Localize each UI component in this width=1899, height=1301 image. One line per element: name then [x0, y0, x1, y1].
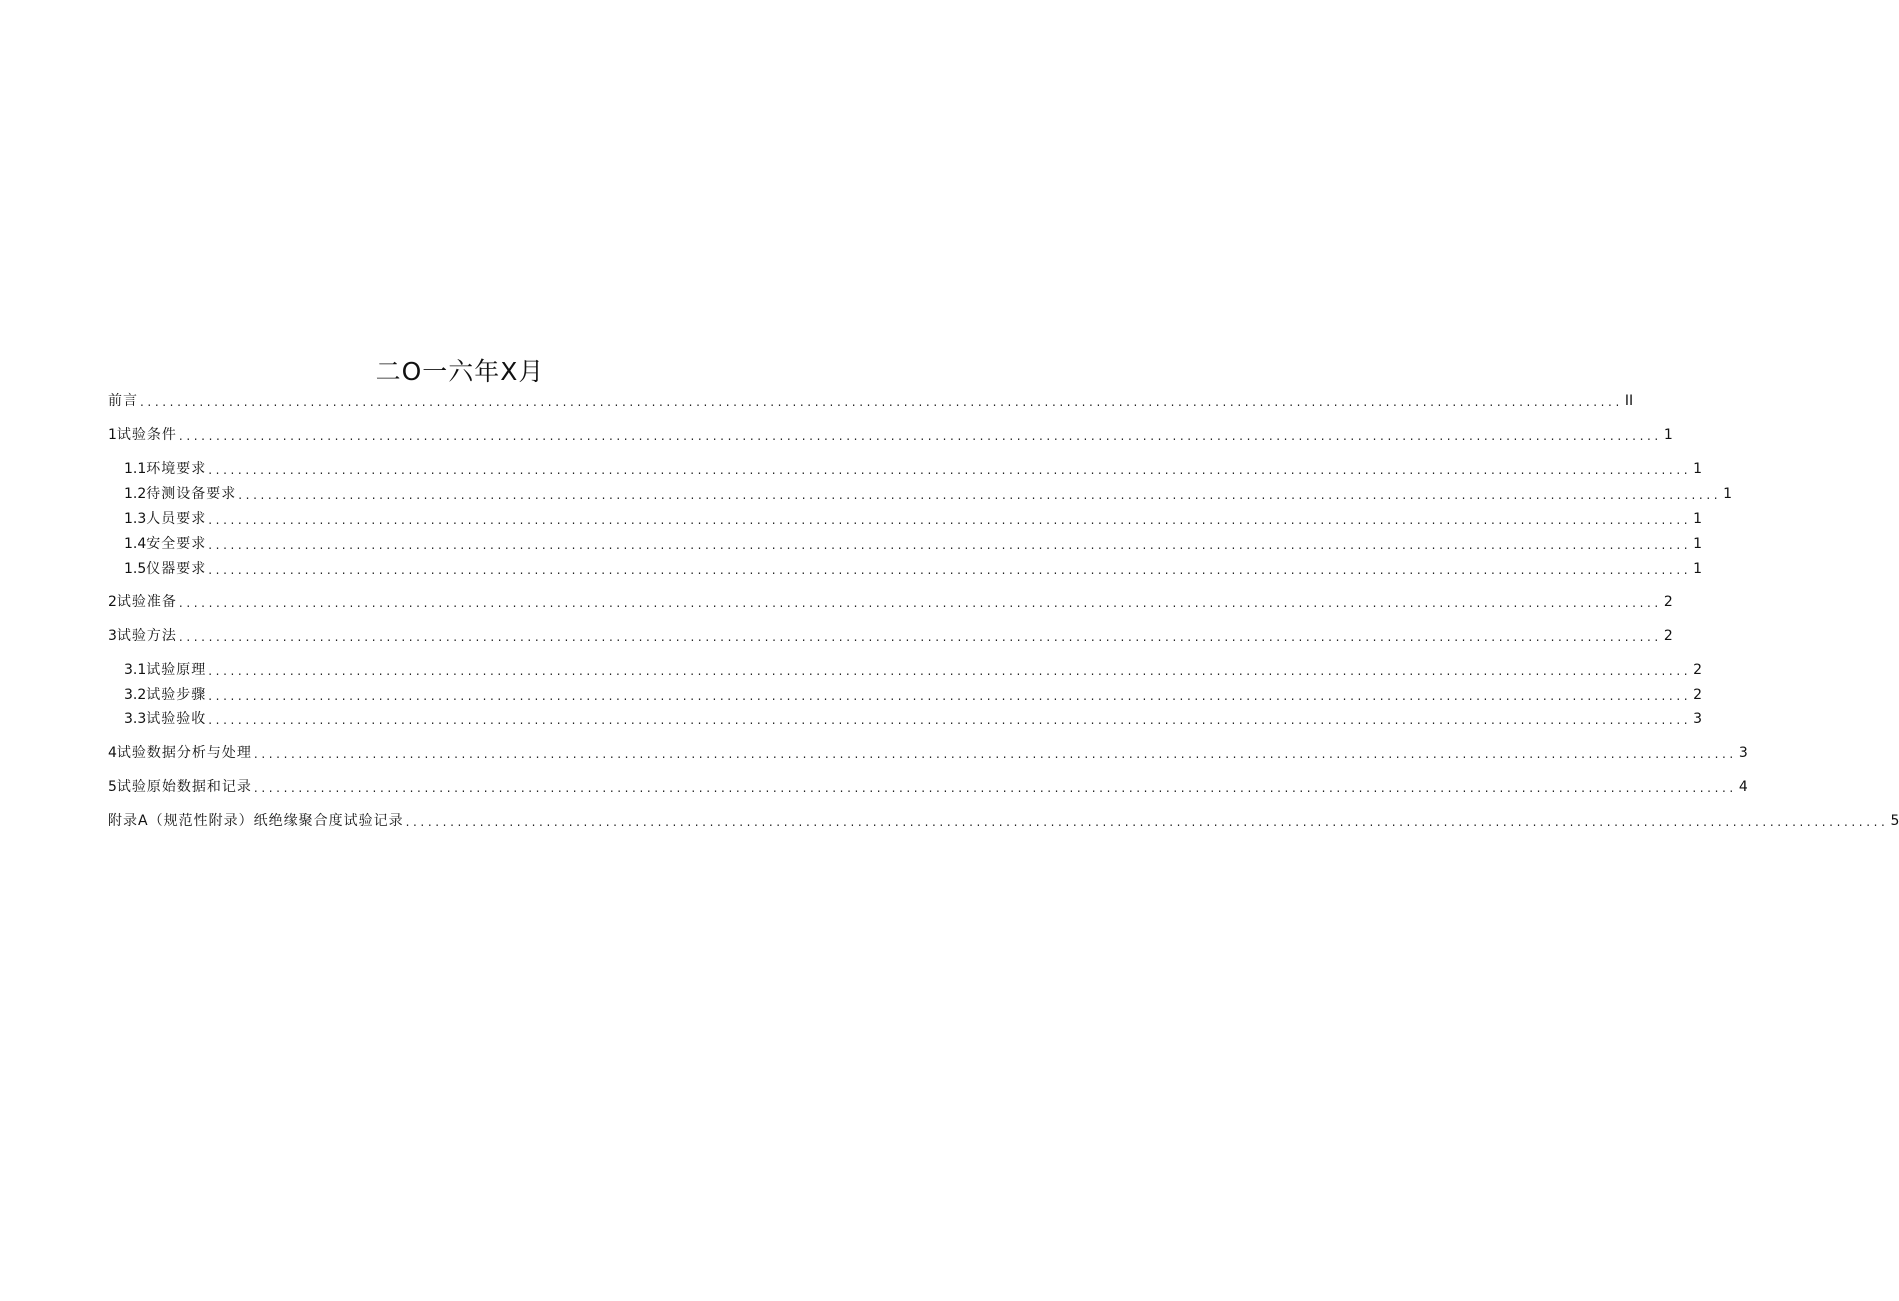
toc-entry-page-number: II	[1624, 393, 1634, 409]
toc-entry-page-number: 1	[1693, 461, 1703, 477]
toc-dot-leader: ........................................................................................................................................................................................................	[208, 713, 1692, 727]
toc-dot-leader: ........................................................................................................................................................................................................	[253, 747, 1737, 761]
toc-entry-number: 3.2	[124, 687, 147, 703]
toc-entry-page-number: 2	[1693, 687, 1703, 703]
toc-entry-page-number: 2	[1663, 594, 1673, 610]
toc-entry[interactable]	[124, 508, 1703, 528]
toc-dot-leader: ........................................................................................................................................................................................................	[208, 463, 1692, 477]
toc-entry-label: 试验条件	[116, 427, 177, 443]
toc-dot-leader: ........................................................................................................................................................................................................	[208, 689, 1692, 703]
toc-entry-page-number: 2	[1663, 628, 1673, 644]
toc-dot-leader: ........................................................................................................................................................................................................	[208, 664, 1692, 678]
toc-entry-page-number: 1	[1693, 511, 1703, 527]
toc-entry[interactable]	[108, 424, 1673, 444]
toc-entry-number: 1.1	[124, 461, 147, 477]
toc-entry-label: 试验步骤	[146, 687, 207, 703]
toc-entry[interactable]	[124, 708, 1703, 728]
toc-entry-page-number: 1	[1723, 486, 1733, 502]
toc-entry-page-number: 3	[1738, 745, 1748, 761]
toc-entry[interactable]	[124, 558, 1703, 578]
toc-entry-page-number: 1	[1693, 536, 1703, 552]
toc-dot-leader: ........................................................................................................................................................................................................	[253, 781, 1737, 795]
toc-entry-label: 试验原理	[146, 662, 207, 678]
toc-dot-leader: ........................................................................................................................................................................................................	[178, 596, 1662, 610]
toc-dot-leader: ........................................................................................................................................................................................................	[208, 513, 1692, 527]
toc-dot-leader: ........................................................................................................................................................................................................	[208, 538, 1692, 552]
toc-entry-number: 3.3	[124, 711, 147, 727]
toc-entry[interactable]	[108, 810, 1899, 830]
toc-entry-label: 前言	[108, 393, 138, 409]
toc-dot-leader: ........................................................................................................................................................................................................	[178, 630, 1662, 644]
toc-entry-label: 安全要求	[146, 536, 207, 552]
toc-entry-number: 1.4	[124, 536, 147, 552]
toc-entry-number: 2	[108, 594, 117, 610]
document-date-title: 二O一六年X月	[375, 357, 545, 386]
toc-entry-label: 试验验收	[146, 711, 207, 727]
toc-dot-leader: ........................................................................................................................................................................................................	[405, 815, 1889, 829]
toc-entry-page-number: 3	[1693, 711, 1703, 727]
toc-entry-page-number: 2	[1693, 662, 1703, 678]
toc-entry-label: 待测设备要求	[146, 486, 237, 502]
toc-entry[interactable]	[124, 533, 1703, 553]
toc-entry-number: 3.1	[124, 662, 147, 678]
toc-entry-label: 试验方法	[116, 628, 177, 644]
toc-entry[interactable]	[108, 591, 1673, 611]
toc-entry[interactable]	[124, 458, 1703, 478]
toc-entry[interactable]	[124, 483, 1733, 503]
toc-entry-label: 人员要求	[146, 511, 207, 527]
toc-entry-number: 5	[108, 779, 117, 795]
toc-entry-number: 4	[108, 745, 117, 761]
toc-entry-label: 附录A（规范性附录）纸绝缘聚合度试验记录	[108, 813, 404, 829]
toc-dot-leader: ........................................................................................................................................................................................................	[178, 429, 1662, 443]
toc-entry-number: 1	[108, 427, 117, 443]
toc-entry[interactable]	[108, 625, 1673, 645]
toc-entry-label: 仪器要求	[146, 561, 207, 577]
toc-entry-page-number: 1	[1663, 427, 1673, 443]
toc-entry-page-number: 4	[1738, 779, 1748, 795]
toc-entry-number: 1.2	[124, 486, 147, 502]
toc-entry[interactable]	[124, 684, 1703, 704]
toc-entry-page-number: 1	[1693, 561, 1703, 577]
toc-entry-label: 试验数据分析与处理	[116, 745, 252, 761]
toc-entry-number: 3	[108, 628, 117, 644]
toc-dot-leader: ........................................................................................................................................................................................................	[208, 563, 1692, 577]
toc-entry[interactable]	[108, 776, 1748, 796]
toc-entry-label: 环境要求	[146, 461, 207, 477]
toc-entry[interactable]	[108, 742, 1748, 762]
toc-dot-leader: ........................................................................................................................................................................................................	[140, 395, 1623, 409]
toc-entry-label: 试验准备	[116, 594, 177, 610]
toc-entry[interactable]	[124, 659, 1703, 679]
toc-entry[interactable]	[108, 390, 1634, 410]
toc-entry-page-number: 5	[1890, 813, 1899, 829]
toc-dot-leader: ........................................................................................................................................................................................................	[238, 488, 1722, 502]
toc-entry-number: 1.3	[124, 511, 147, 527]
toc-entry-number: 1.5	[124, 561, 147, 577]
toc-entry-label: 试验原始数据和记录	[116, 779, 252, 795]
